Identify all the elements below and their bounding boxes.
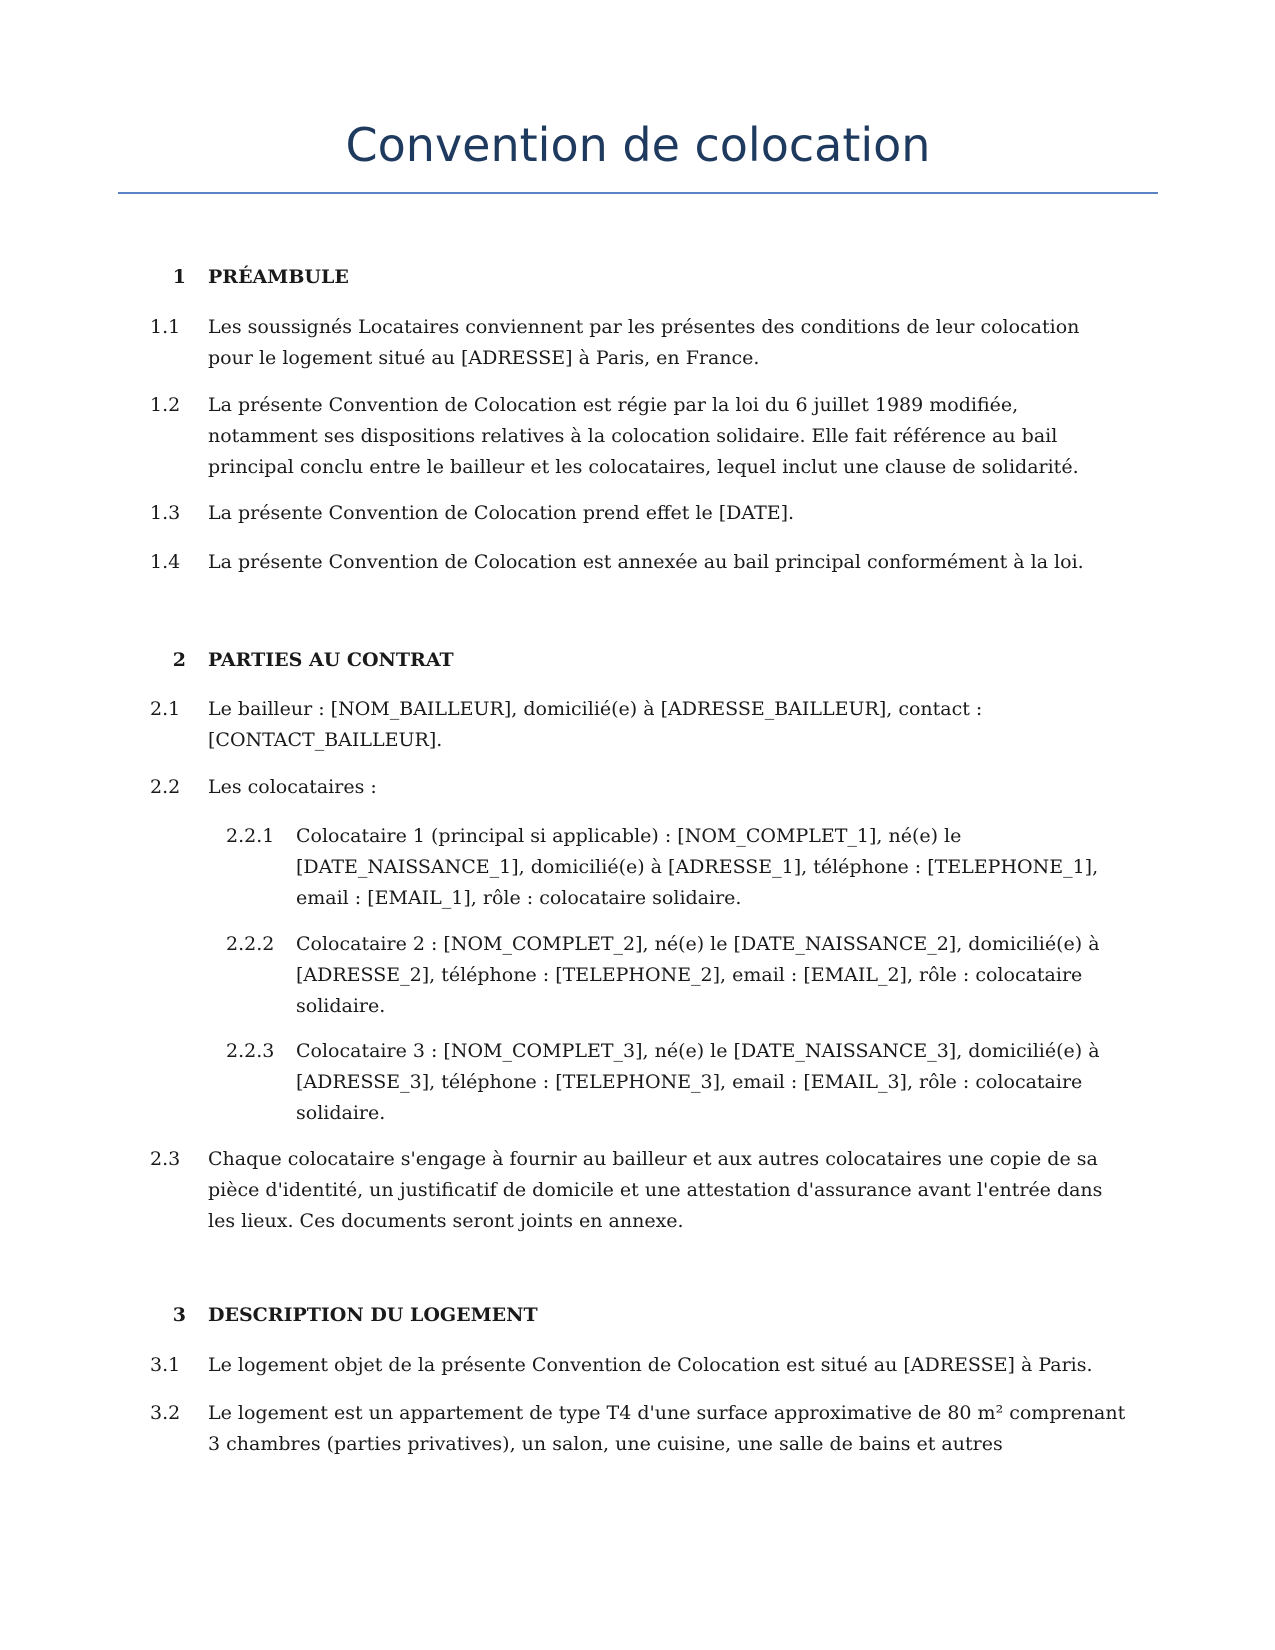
clause-text: Colocataire 2 : [NOM_COMPLET_2], né(e) le [DATE_NAISSANCE_2], domicilié(e) à [ADRESSE_2], téléphone : [TELEPHONE_2], email : [EMAIL_2], rôle : colocataire solidaire. bbox=[296, 933, 1100, 1017]
clause-text: La présente Convention de Colocation est annexée au bail principal conformément à la loi. bbox=[208, 551, 1084, 573]
section-number: 1 bbox=[172, 266, 186, 288]
section-number: 2 bbox=[172, 649, 186, 671]
clause-number: 3.1 bbox=[150, 1354, 181, 1376]
document-title: Convention de colocation bbox=[345, 118, 931, 172]
clause-1-1 bbox=[150, 312, 1130, 374]
clause-2-2-1 bbox=[226, 821, 1106, 914]
clause-number: 2.3 bbox=[150, 1148, 181, 1170]
clause-text: La présente Convention de Colocation est régie par la loi du 6 juillet 1989 modifiée, notamment ses dispositions relatives à la colocation solidaire. Elle fait référence au bail principal conclu entre le bailleur et les colocataires, lequel inclut une clause de solidarité. bbox=[208, 394, 1079, 478]
section-heading-preambule bbox=[150, 262, 349, 293]
clause-number: 2.1 bbox=[150, 698, 181, 720]
clause-text: Colocataire 1 (principal si applicable) : [NOM_COMPLET_1], né(e) le [DATE_NAISSANCE_1], domicilié(e) à [ADRESSE_1], téléphone : [TELEPHONE_1], email : [EMAIL_1], rôle : colocataire solidaire. bbox=[296, 825, 1099, 909]
clause-number: 2.2.3 bbox=[226, 1040, 275, 1062]
clause-text: Les soussignés Locataires conviennent par les présentes des conditions de leur colocation pour le logement situé au [ADRESSE] à Paris, en France. bbox=[208, 316, 1080, 369]
clause-1-3 bbox=[150, 498, 1130, 529]
title-underline bbox=[118, 192, 1158, 194]
clause-number: 2.2.1 bbox=[226, 825, 275, 847]
clause-1-2 bbox=[150, 390, 1130, 483]
clause-text: Chaque colocataire s'engage à fournir au bailleur et aux autres colocataires une copie de sa pièce d'identité, un justificatif de domicile et une attestation d'assurance avant l'entrée dans les lieux. Ces documents seront joints en annexe. bbox=[208, 1148, 1103, 1232]
clause-text: La présente Convention de Colocation prend effet le [DATE]. bbox=[208, 502, 795, 524]
clause-2-2-3 bbox=[226, 1036, 1106, 1129]
clause-number: 2.2.2 bbox=[226, 933, 275, 955]
section-title: PRÉAMBULE bbox=[208, 266, 349, 288]
clause-3-2 bbox=[150, 1398, 1130, 1460]
clause-text: Le bailleur : [NOM_BAILLEUR], domicilié(e) à [ADRESSE_BAILLEUR], contact : [CONTACT_BAILLEUR]. bbox=[208, 698, 983, 751]
clause-text: Colocataire 3 : [NOM_COMPLET_3], né(e) le [DATE_NAISSANCE_3], domicilié(e) à [ADRESSE_3], téléphone : [TELEPHONE_3], email : [EMAIL_3], rôle : colocataire solidaire. bbox=[296, 1040, 1100, 1124]
section-heading-parties bbox=[150, 645, 454, 676]
clause-2-2 bbox=[150, 772, 1130, 803]
clause-number: 1.1 bbox=[150, 316, 181, 338]
clause-number: 3.2 bbox=[150, 1402, 181, 1424]
section-title: PARTIES AU CONTRAT bbox=[208, 649, 454, 671]
clause-3-1 bbox=[150, 1350, 1130, 1381]
clause-number: 1.4 bbox=[150, 551, 181, 573]
clause-number: 1.2 bbox=[150, 394, 181, 416]
clause-number: 2.2 bbox=[150, 776, 181, 798]
section-heading-description bbox=[150, 1300, 538, 1331]
clause-text: Le logement objet de la présente Convention de Colocation est situé au [ADRESSE] à Paris. bbox=[208, 1354, 1093, 1376]
section-title: DESCRIPTION DU LOGEMENT bbox=[208, 1304, 538, 1326]
clause-text: Les colocataires : bbox=[208, 776, 377, 798]
clause-2-2-2 bbox=[226, 929, 1106, 1022]
clause-2-1 bbox=[150, 694, 1130, 756]
clause-number: 1.3 bbox=[150, 502, 181, 524]
clause-1-4 bbox=[150, 547, 1130, 578]
section-number: 3 bbox=[172, 1304, 186, 1326]
clause-text: Le logement est un appartement de type T4 d'une surface approximative de 80 m² comprenant 3 chambres (parties privatives), un salon, une cuisine, une salle de bains et autres bbox=[208, 1402, 1126, 1455]
clause-2-3 bbox=[150, 1144, 1130, 1237]
